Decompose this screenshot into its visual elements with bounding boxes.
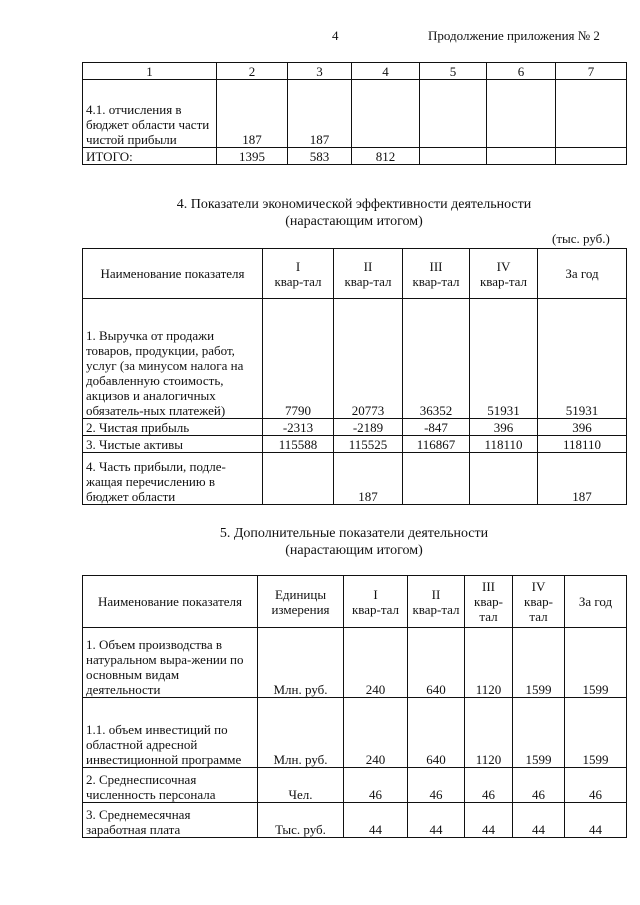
header-q4-word: квар-тал <box>524 594 553 624</box>
cell: -2313 <box>263 419 334 436</box>
table-row <box>83 628 627 698</box>
row-unit: Чел. <box>258 768 344 803</box>
cell: 44 <box>408 803 465 838</box>
cell: 44 <box>344 803 408 838</box>
table-continuation <box>82 62 627 165</box>
cell: 115525 <box>334 436 403 453</box>
table-row <box>83 148 627 165</box>
table-efficiency <box>82 248 627 505</box>
col-number: 4 <box>352 63 420 80</box>
cell: 640 <box>408 698 465 768</box>
header-q1 <box>263 249 334 299</box>
table-row <box>83 419 627 436</box>
table-row <box>83 80 627 148</box>
cell <box>487 148 556 165</box>
cell: 116867 <box>403 436 470 453</box>
header-q1-roman: I <box>295 258 301 274</box>
cell: 640 <box>408 628 465 698</box>
cell: 44 <box>513 803 565 838</box>
header-name: Наименование показателя <box>83 249 263 299</box>
cell: 1599 <box>565 628 627 698</box>
col-number: 1 <box>83 63 217 80</box>
page-number: 4 <box>332 28 339 43</box>
header-q3 <box>465 576 513 628</box>
cell: 187 <box>288 80 352 148</box>
cell: -847 <box>403 419 470 436</box>
row-unit: Тыс. руб. <box>258 803 344 838</box>
table-row <box>83 436 627 453</box>
table-row <box>83 299 627 419</box>
header-q4 <box>513 576 565 628</box>
col-number: 3 <box>288 63 352 80</box>
col-number: 6 <box>487 63 556 80</box>
cell: 396 <box>538 419 627 436</box>
cell: 187 <box>217 80 288 148</box>
cell <box>487 80 556 148</box>
cell: 44 <box>565 803 627 838</box>
cell: 46 <box>408 768 465 803</box>
row-name: 1. Объем производства в натуральном выра-жении по основным видам деятельности <box>83 628 258 698</box>
cell: 240 <box>344 628 408 698</box>
header-q2-roman: II <box>363 258 373 274</box>
cell: 44 <box>465 803 513 838</box>
cell: 187 <box>334 453 403 505</box>
cell <box>352 80 420 148</box>
cell <box>556 148 627 165</box>
header-name: Наименование показателя <box>83 576 258 628</box>
cell: 46 <box>344 768 408 803</box>
table-row <box>83 803 627 838</box>
cell: -2189 <box>334 419 403 436</box>
cell <box>420 148 487 165</box>
header-year: За год <box>565 576 627 628</box>
header-q1 <box>344 576 408 628</box>
cell <box>403 453 470 505</box>
header-q4-roman: IV <box>531 579 546 594</box>
header-q2-roman: II <box>431 586 441 602</box>
cell: 115588 <box>263 436 334 453</box>
header-unit: Единицы измерения <box>258 576 344 628</box>
table-row <box>83 698 627 768</box>
cell: 1120 <box>465 628 513 698</box>
table-header-row <box>83 249 627 299</box>
header-q4 <box>470 249 538 299</box>
section4-title <box>82 196 626 230</box>
cell <box>420 80 487 148</box>
cell: 1120 <box>465 698 513 768</box>
cell: 1599 <box>513 698 565 768</box>
row-name: 4. Часть прибыли, подле-жащая перечислению в бюджет области <box>83 453 263 505</box>
header-q2-word: квар-тал <box>412 601 460 617</box>
row-name: 2. Среднесписочная численность персонала <box>83 768 258 803</box>
continuation-label: Продолжение приложения № 2 <box>428 28 600 43</box>
section5-title <box>82 525 626 559</box>
header-q2-word: квар-тал <box>344 273 392 289</box>
cell: 118110 <box>538 436 627 453</box>
section5-title-line2: (нарастающим итогом) <box>285 543 423 558</box>
col-number: 2 <box>217 63 288 80</box>
row-name: 2. Чистая прибыль <box>83 419 263 436</box>
section4-title-line1: 4. Показатели экономической эффективности деятельности <box>176 197 532 212</box>
row-unit: Млн. руб. <box>258 628 344 698</box>
section4-title-line2: (нарастающим итогом) <box>285 214 423 229</box>
cell: 46 <box>513 768 565 803</box>
cell: 118110 <box>470 436 538 453</box>
header-q1-roman: I <box>373 586 378 602</box>
cell: 396 <box>470 419 538 436</box>
header-q1-word: квар-тал <box>274 273 322 289</box>
cell: 51931 <box>470 299 538 419</box>
cell: 51931 <box>538 299 627 419</box>
cell: 36352 <box>403 299 470 419</box>
header-q3-word: квар-тал <box>412 273 460 289</box>
row-name: 1. Выручка от продажи товаров, продукции, работ, услуг (за минусом налога на добавленную стоимость, акцизов и аналогичных обязатель-ных платежей) <box>83 299 263 419</box>
table-header-row <box>83 576 627 628</box>
header-q3-word: квар-тал <box>474 594 503 624</box>
cell: 46 <box>565 768 627 803</box>
cell <box>470 453 538 505</box>
cell: 1395 <box>217 148 288 165</box>
header-q1-word: квар-тал <box>351 601 400 617</box>
header-q3-roman: III <box>429 258 443 274</box>
header-q4-word: квар-тал <box>479 273 528 289</box>
table-additional <box>82 575 627 838</box>
cell <box>556 80 627 148</box>
cell: 583 <box>288 148 352 165</box>
cell: 1599 <box>565 698 627 768</box>
header-q3-roman: III <box>482 579 495 594</box>
table-row <box>83 453 627 505</box>
section5-title-line1: 5. Дополнительные показатели деятельности <box>219 526 489 541</box>
cell: 7790 <box>263 299 334 419</box>
cell: 1599 <box>513 628 565 698</box>
header-q4-roman: IV <box>496 258 511 274</box>
row-unit: Млн. руб. <box>258 698 344 768</box>
header-q2 <box>334 249 403 299</box>
row-name: 3. Чистые активы <box>83 436 263 453</box>
row-name: 3. Среднемесячная заработная плата <box>83 803 258 838</box>
row-name: 1.1. объем инвестиций по областной адресной инвестиционной программе <box>83 698 258 768</box>
col-number: 7 <box>556 63 627 80</box>
table-row <box>83 768 627 803</box>
header-q3 <box>403 249 470 299</box>
cell: 240 <box>344 698 408 768</box>
cell: 20773 <box>334 299 403 419</box>
unit-label: (тыс. руб.) <box>552 231 610 246</box>
row-name: 4.1. отчисления в бюджет области части чистой прибыли <box>83 80 217 148</box>
cell: 187 <box>538 453 627 505</box>
header-year: За год <box>538 249 627 299</box>
cell <box>263 453 334 505</box>
cell: 46 <box>465 768 513 803</box>
row-name: ИТОГО: <box>83 148 217 165</box>
col-number: 5 <box>420 63 487 80</box>
header-q2 <box>408 576 465 628</box>
cell: 812 <box>352 148 420 165</box>
